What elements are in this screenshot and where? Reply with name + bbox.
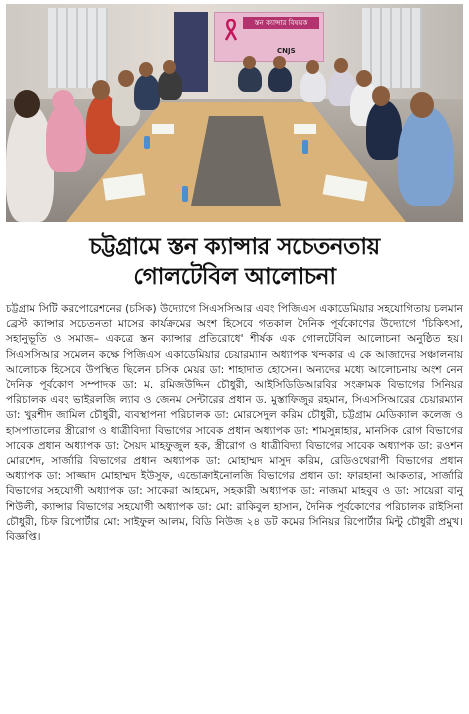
participant-head xyxy=(273,56,286,69)
participant xyxy=(158,70,182,100)
participant-head xyxy=(356,70,372,87)
participant xyxy=(366,100,402,160)
participant-head xyxy=(372,86,390,106)
participant xyxy=(398,106,454,206)
participant xyxy=(268,66,292,92)
participant xyxy=(300,70,326,102)
table-document xyxy=(294,124,316,134)
event-banner xyxy=(214,12,324,62)
participant-head xyxy=(52,90,74,112)
participant-head xyxy=(306,60,319,74)
water-bottle xyxy=(144,136,150,149)
table-document xyxy=(152,124,174,134)
participant-head xyxy=(410,92,434,118)
participant-head xyxy=(14,90,40,118)
participant-head xyxy=(243,56,256,69)
banner-title: স্তন ক্যান্সার বিষয়ক xyxy=(243,17,319,29)
water-bottle xyxy=(302,140,308,154)
roundtable-photo xyxy=(6,4,463,222)
headline-line-1: চট্টগ্রামে স্তন ক্যান্সার সচেতনতায় xyxy=(89,233,380,260)
participant-head xyxy=(92,80,110,100)
participant-head xyxy=(139,62,153,77)
participant-head xyxy=(163,60,176,74)
water-bottle xyxy=(182,186,188,202)
banner-logo-text: CNJS xyxy=(277,47,296,55)
pink-ribbon-icon xyxy=(225,19,237,41)
photo-window xyxy=(48,8,108,88)
participant-head xyxy=(118,70,134,87)
article-body: চট্টগ্রাম সিটি করপোরেশনের (চসিক) উদ্যোগে সিএসসিআর এবং পিজিএস একাডেমিয়ার সহযোগিতায় চলমান ব্রেস্ট ক্যান্সার সচেতনতা মাসের কার্যক্রমের অংশ হিসেবে গতকাল দৈনিক পূর্বকোণের উদ্যোগে 'চিকিৎসা, সহানুভূতি ও সমাজ– একত্রে স্তন ক্যান্সার প্রতিরোধে' শীর্ষক এক গোলটেবিল আলোচনা অনুষ্ঠিত হয়। সিএসসিআর সমেলন কক্ষে পিজিএস একাডেমিয়ার চেয়ারম্যান অধ্যাপক খন্দকার এ কে আজাদের সঞ্চালনায় আলোচক হিসেবে উপস্থিত ছিলেন চসিক মেয়র ডা: শাহাদাত হোসেন। অন্যদের মধ্যে আলোচনায় অংশ নেন দৈনিক পূর্বকোণ সম্পাদক ডা: ম. রমিজউদ্দিন চৌধুরী, আইসিডিডিআরবির সংক্রামক বিভাগের সিনিয়র পরিচালক এবং ভাইরলজি ল্যাব ও জেনম সেন্টারের প্রধান ড. মুস্তাফিজুর রহমান, সিএসসিআরের চেয়ারম্যান ডা: খুরশীদ জামিল চৌধুরী, ব্যবস্থাপনা পরিচালক ডা: মোরসেদুল করিম চৌধুরী, চট্টগ্রাম মেডিক্যাল কলেজ ও হাসপাতালের স্ত্রীরোগ ও ধাত্রীবিদ্যা বিভাগের সাবেক প্রধান অধ্যাপক ডা: শামসুন্নাহার, মানসিক রোগ বিভাগের সাবেক প্রধান অধ্যাপক ডা: সৈয়দ মাহফুজুল হক, স্ত্রীরোগ ও ধাত্রীবিদ্যা বিভাগের সাবেক অধ্যাপক ডা: রওশন মোরশেদ, সার্জারি বিভাগের প্রধান অধ্যাপক ডা: মোহাম্মদ মাসুদ করিম, রেডিওথেরাপী বিভাগের প্রধান অধ্যাপক ডা: সাজ্জাদ মোহাম্মদ ইউসুফ, এন্ডোক্রাইনোলজি বিভাগের প্রধান ডা: ফারহানা আকতার, সার্জারি বিভাগের সহযোগী অধ্যাপক ডা: সাকেরা আহমেদ, সহকারী অধ্যাপক ডা: নাজমা মাহবুব ও ডা: সায়েরা বানু শিউলী, ক্যান্সার বিভাগের সহযোগী অধ্যাপক ডা: মো: রাকিবুল হাসান, দৈনিক পূর্বকোণের পরিচালক রাইসিনা চৌধুরী, চিফ রিপোর্টার মো: সাইফুল আলম, বিডি নিউজ ২৪ ডট কমের সিনিয়র রিপোর্টার মিন্টু চৌধুরী প্রমুখ। বিজ্ঞপ্তি। xyxy=(6,303,463,544)
article-headline xyxy=(6,232,463,292)
headline-line-2: গোলটেবিল আলোচনা xyxy=(133,263,336,290)
participant xyxy=(46,102,86,172)
participant xyxy=(238,66,262,92)
participant-head xyxy=(334,58,348,73)
participant xyxy=(134,74,160,110)
